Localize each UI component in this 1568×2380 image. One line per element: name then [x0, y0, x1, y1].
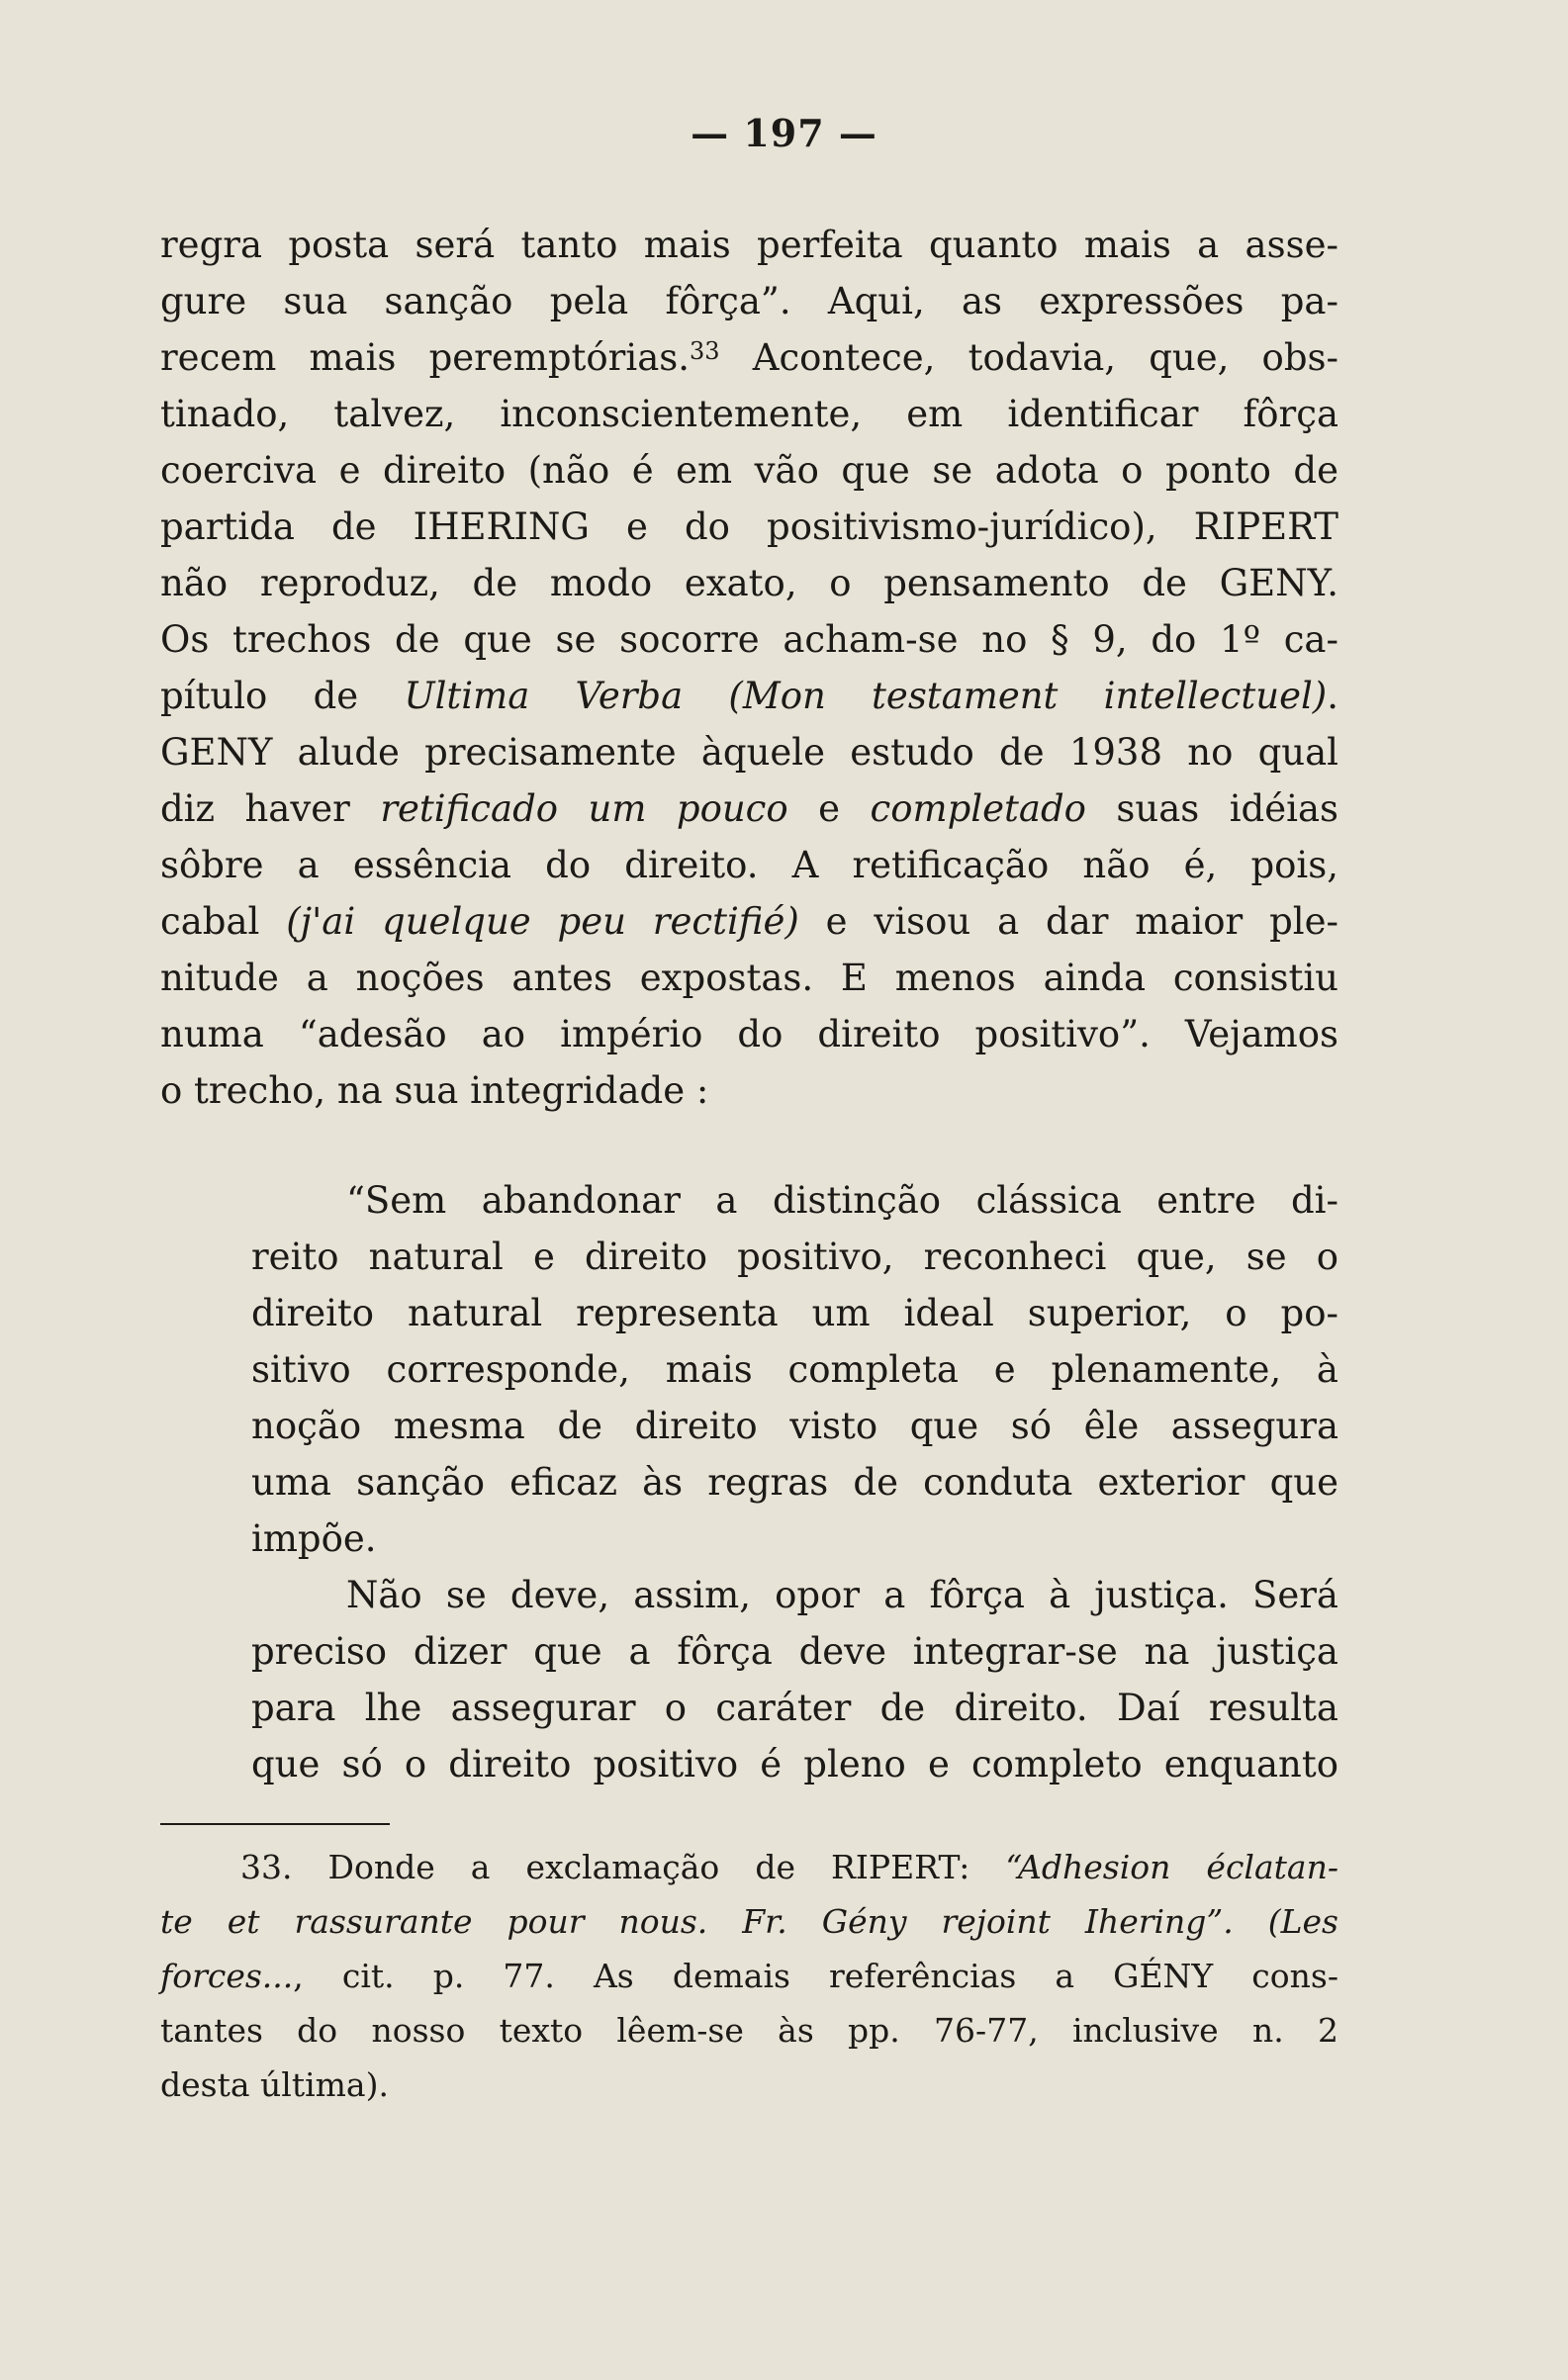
- quote-line: reito natural e direito positivo, reconheci que, se o: [251, 1236, 1338, 1278]
- quote-line: “Sem abandonar a distinção clássica entre di-: [346, 1179, 1338, 1222]
- body-line: regra posta será tanto mais perfeita quanto mais a asse-: [160, 224, 1338, 266]
- quote-line: que só o direito positivo é pleno e completo enquanto: [251, 1743, 1338, 1785]
- body-line: numa “adesão ao império do direito positivo”. Vejamos: [160, 1013, 1338, 1055]
- body-line: partida de IHERING e do positivismo-jurídico), RIPERT: [160, 505, 1338, 548]
- body-line: sôbre a essência do direito. A retificação não é, pois,: [160, 844, 1338, 886]
- body-line: recem mais peremptórias.$^{33}$ Acontece, todavia, que, obs-: [160, 336, 1339, 379]
- body-line: gure sua sanção pela fôrça”. Aqui, as expressões pa-: [160, 280, 1338, 322]
- quote-line: para lhe assegurar o caráter de direito. Daí resulta: [251, 1687, 1338, 1729]
- quote-line: impõe.: [251, 1517, 377, 1560]
- footnote-line: tantes do nosso texto lêem-se às pp. 76-77, inclusive n. 2: [160, 2011, 1338, 2050]
- body-line: GENY alude precisamente àquele estudo de 1938 no qual: [160, 731, 1338, 774]
- page-number: — 197 —: [691, 111, 877, 155]
- quote-line: uma sanção eficaz às regras de conduta exterior que: [251, 1461, 1338, 1504]
- body-line: tinado, talvez, inconscientemente, em identificar fôrça: [160, 393, 1338, 435]
- body-line: coerciva e direito (não é em vão que se adota o ponto de: [160, 449, 1338, 492]
- quote-line: preciso dizer que a fôrça deve integrar-se na justiça: [251, 1630, 1338, 1673]
- body-line: nitude a noções antes expostas. E menos ainda consistiu: [160, 957, 1338, 999]
- footnote-line: desta última).: [160, 2065, 389, 2104]
- body-line: o trecho, na sua integridade :: [160, 1069, 709, 1112]
- quote-line: Não se deve, assim, opor a fôrça à justiça. Será: [346, 1574, 1338, 1616]
- body-line: cabal (j'ai quelque peu rectifié) e visou a dar maior ple-: [160, 900, 1338, 943]
- quote-line: direito natural representa um ideal superior, o po-: [251, 1292, 1338, 1334]
- footnote-line: 33. Donde a exclamação de RIPERT: “Adhesion éclatan-: [240, 1848, 1338, 1886]
- body-line: diz haver retificado um pouco e completado suas idéias: [160, 787, 1338, 830]
- footnote-line: te et rassurante pour nous. Fr. Gény rejoint Ihering”. (Les: [160, 1902, 1338, 1941]
- body-line: não reproduz, de modo exato, o pensamento de GENY.: [160, 562, 1338, 604]
- quote-line: sitivo corresponde, mais completa e plenamente, à: [251, 1348, 1338, 1391]
- footnote-line: forces..., cit. p. 77. As demais referências a GÉNY cons-: [160, 1957, 1338, 1995]
- footnote-separator: [160, 1823, 390, 1825]
- body-line: Os trechos de que se socorre acham-se no § 9, do 1º ca-: [160, 618, 1338, 661]
- body-line: pítulo de Ultima Verba (Mon testament intellectuel).: [160, 675, 1338, 717]
- quote-line: noção mesma de direito visto que só êle assegura: [251, 1405, 1338, 1447]
